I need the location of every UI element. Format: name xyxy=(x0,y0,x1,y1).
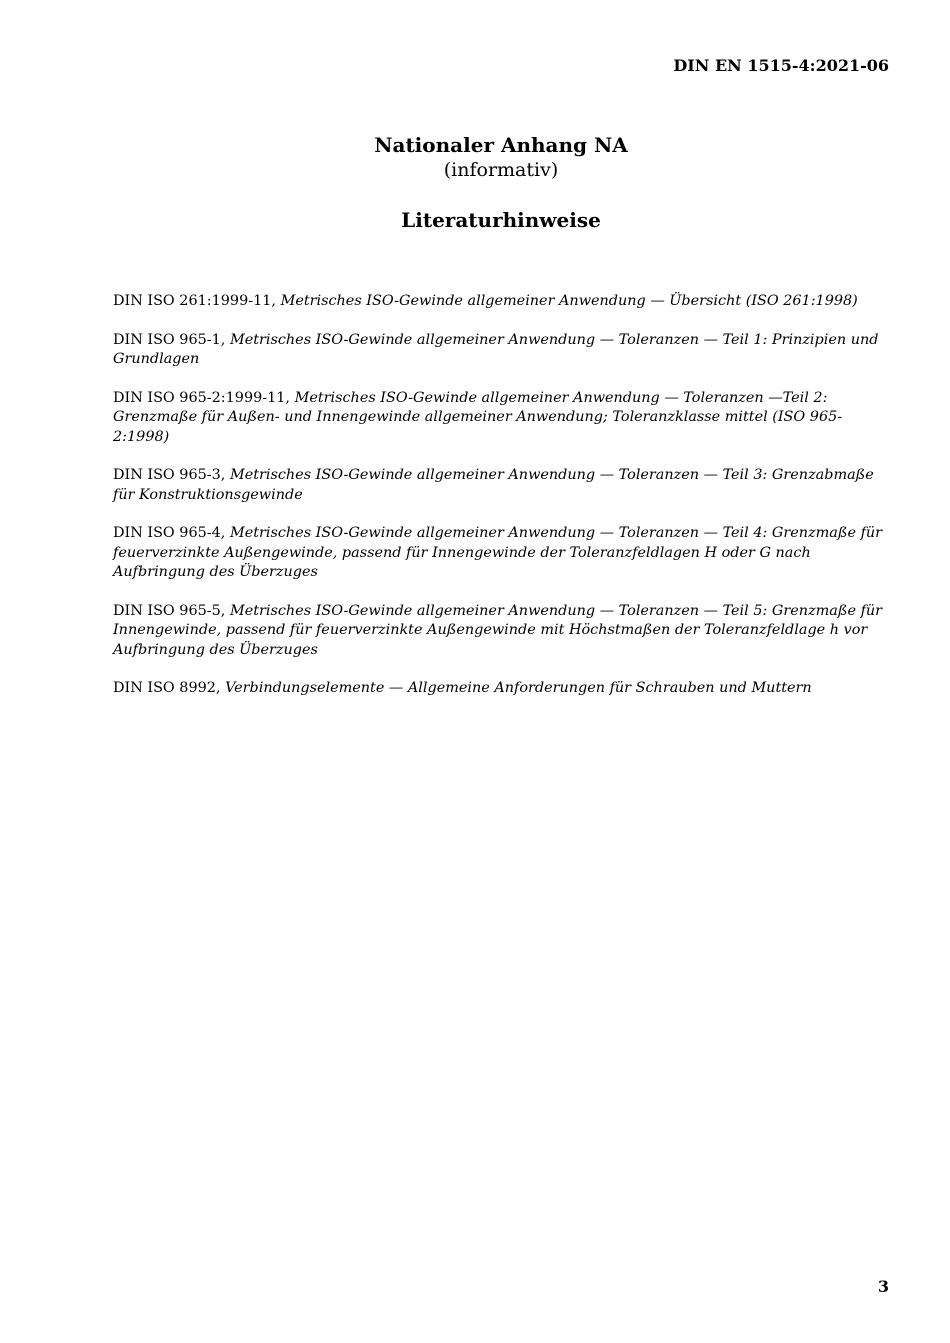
reference-title: Metrisches ISO-Gewinde allgemeiner Anwendung — Toleranzen — Teil 3: Grenzabmaße für Konstruktionsgewinde xyxy=(113,467,874,503)
reference-title: Metrisches ISO-Gewinde allgemeiner Anwendung — Toleranzen — Teil 5: Grenzmaße für Innengewinde, passend für feuerverzinkte Außengewinde mit Höchstmaßen der Toleranzfeldlage h vor Aufbringung des Überzuges xyxy=(113,602,883,658)
reference-item xyxy=(113,524,893,583)
reference-list xyxy=(113,292,893,718)
reference-title: Metrisches ISO-Gewinde allgemeiner Anwendung — Übersicht (ISO 261:1998) xyxy=(280,293,858,309)
reference-title: Verbindungselemente — Allgemeine Anforderungen für Schrauben und Muttern xyxy=(225,680,812,696)
page-number: 3 xyxy=(877,1277,889,1296)
reference-designation: DIN ISO 965-3, xyxy=(113,467,226,483)
reference-designation: DIN ISO 8992, xyxy=(113,680,221,696)
reference-designation: DIN ISO 261:1999-11, xyxy=(113,293,276,309)
reference-title: Metrisches ISO-Gewinde allgemeiner Anwendung — Toleranzen — Teil 4: Grenzmaße für feuerverzinkte Außengewinde, passend für Innengewinde der Toleranzfeldlagen H oder G nach Aufbringung des Überzuges xyxy=(113,525,883,580)
reference-designation: DIN ISO 965-5, xyxy=(113,602,226,619)
reference-title: Metrisches ISO-Gewinde allgemeiner Anwendung — Toleranzen —Teil 2: Grenzmaße für Außen- und Innengewinde allgemeiner Anwendung; Toleranzklasse mittel (ISO 965-2:1998) xyxy=(113,389,843,445)
reference-item xyxy=(113,679,893,699)
reference-item xyxy=(113,331,893,370)
reference-designation: DIN ISO 965-4, xyxy=(113,525,226,541)
reference-item xyxy=(113,389,893,448)
reference-item xyxy=(113,602,893,661)
reference-designation: DIN ISO 965-1, xyxy=(113,331,226,348)
reference-designation: DIN ISO 965-2:1999-11, xyxy=(113,389,291,406)
reference-title: Metrisches ISO-Gewinde allgemeiner Anwendung — Toleranzen — Teil 1: Prinzipien und Grundlagen xyxy=(113,331,879,367)
reference-item xyxy=(113,466,893,505)
annex-title: Nationaler Anhang NA xyxy=(374,133,628,157)
document-id: DIN EN 1515-4:2021-06 xyxy=(673,56,889,75)
annex-subtitle: (informativ) xyxy=(443,159,559,181)
section-title: Literaturhinweise xyxy=(401,208,601,232)
annex-header xyxy=(0,133,950,182)
reference-item xyxy=(113,292,893,312)
